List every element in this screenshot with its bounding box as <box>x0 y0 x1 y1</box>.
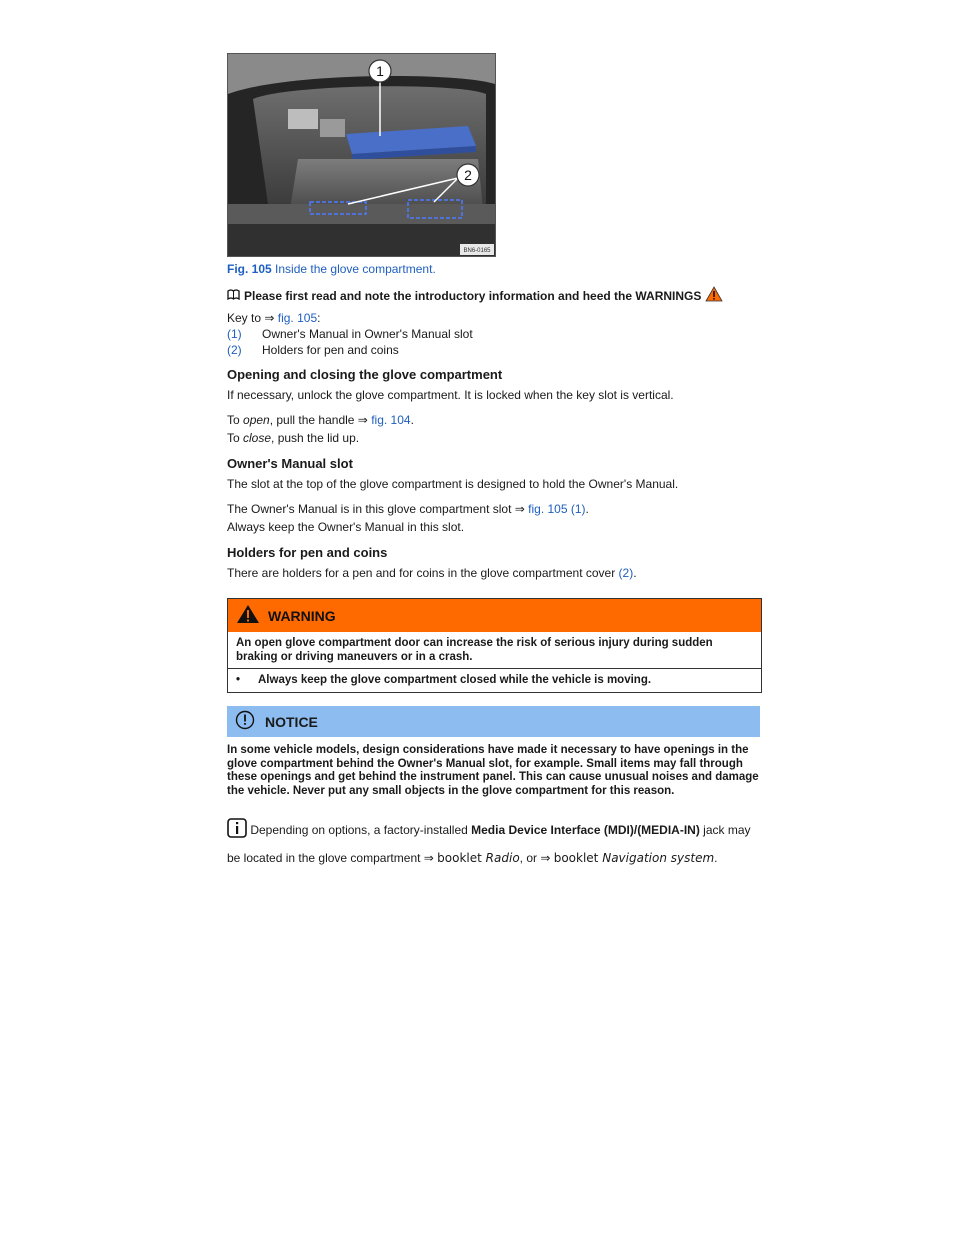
figure-caption <box>227 262 436 276</box>
exclamation-circle-icon <box>235 710 255 733</box>
callout-1-label: 1 <box>376 63 384 79</box>
key-item-text: Holders for pen and coins <box>262 343 399 357</box>
manual-p3: Always keep the Owner's Manual in this slot. <box>227 520 465 534</box>
glove-compartment-figure <box>227 53 496 257</box>
key-item-number: (2) <box>227 343 242 357</box>
manual-p1: The slot at the top of the glove compartment is designed to hold the Owner's Manual. <box>227 477 679 491</box>
warning-item-text: Always keep the glove compartment closed while the vehicle is moving. <box>258 674 652 686</box>
opening-open: To open, pull the handle ⇒ fig. 104. <box>227 413 414 427</box>
key-fig-link[interactable]: fig. 105 <box>277 311 318 325</box>
booklet-navigation-link[interactable]: booklet Navigation system <box>553 851 715 865</box>
booklet-radio-link[interactable]: booklet Radio <box>437 851 520 865</box>
figure-caption-text: Inside the glove compartment. <box>271 262 436 276</box>
mdi-term: Media Device Interface (MDI)/(MEDIA-IN) <box>471 823 700 837</box>
heading-manual-slot: Owner's Manual slot <box>227 456 353 471</box>
key-item <box>227 342 473 358</box>
warning-triangle-icon <box>705 286 723 305</box>
warning-body <box>228 632 761 692</box>
figure-code: BN6-0165 <box>463 248 491 254</box>
key-item <box>227 326 473 342</box>
opening-p1: If necessary, unlock the glove compartment. It is locked when the key slot is vertical. <box>227 388 674 402</box>
holders-ref-2[interactable]: (2) <box>618 566 634 580</box>
callout-2-label: 2 <box>464 167 472 183</box>
warning-box <box>227 598 762 693</box>
heading-opening: Opening and closing the glove compartment <box>227 367 503 382</box>
info-note: Depending on options, a factory-installed Media Device Interface (MDI)/(MEDIA-IN) jack may be located in the glove compartment ⇒ booklet Radio, or ⇒ booklet Navigation system. <box>227 818 767 870</box>
holders-p1: There are holders for a pen and for coins in the glove compartment cover (2). <box>227 566 637 580</box>
warning-list-item: • Always keep the glove compartment closed while the vehicle is moving. <box>228 668 761 689</box>
key-intro: Key to ⇒ fig. 105: <box>227 311 321 325</box>
fig-104-link[interactable]: fig. 104 <box>371 413 411 427</box>
book-icon <box>227 289 240 303</box>
intro-line <box>227 286 723 305</box>
notice-header <box>227 706 760 737</box>
key-list <box>227 326 473 358</box>
key-item-text: Owner's Manual in Owner's Manual slot <box>262 327 473 341</box>
warning-title: WARNING <box>268 607 336 624</box>
opening-close: To close, push the lid up. <box>227 431 360 445</box>
figure-caption-label: Fig. 105 <box>227 262 272 276</box>
key-item-number: (1) <box>227 327 242 341</box>
intro-text: Please first read and note the introductory information and heed the WARNINGS <box>244 288 702 303</box>
warning-text: An open glove compartment door can increase the risk of serious injury during sudden braking or driving maneuvers or in a crash. <box>236 637 713 663</box>
warning-header <box>228 599 761 632</box>
notice-text: In some vehicle models, design considerations have made it necessary to have openings in the glove compartment behind the Owner's Manual slot, for example. Small items may fall through these openings and get behind the instrument panel. This can cause unusual noises and damage the vehicle. Never put any small objects in the glove compartment for this reason. <box>227 744 759 797</box>
fig-105-1-link[interactable]: fig. 105 (1) <box>528 502 586 516</box>
glove-compartment-illustration <box>228 54 495 256</box>
heading-holders: Holders for pen and coins <box>227 545 388 560</box>
info-icon <box>227 818 247 846</box>
notice-title: NOTICE <box>265 713 318 730</box>
manual-p2: The Owner's Manual is in this glove compartment slot ⇒ fig. 105 (1). <box>227 502 589 516</box>
warning-triangle-icon <box>236 604 260 627</box>
